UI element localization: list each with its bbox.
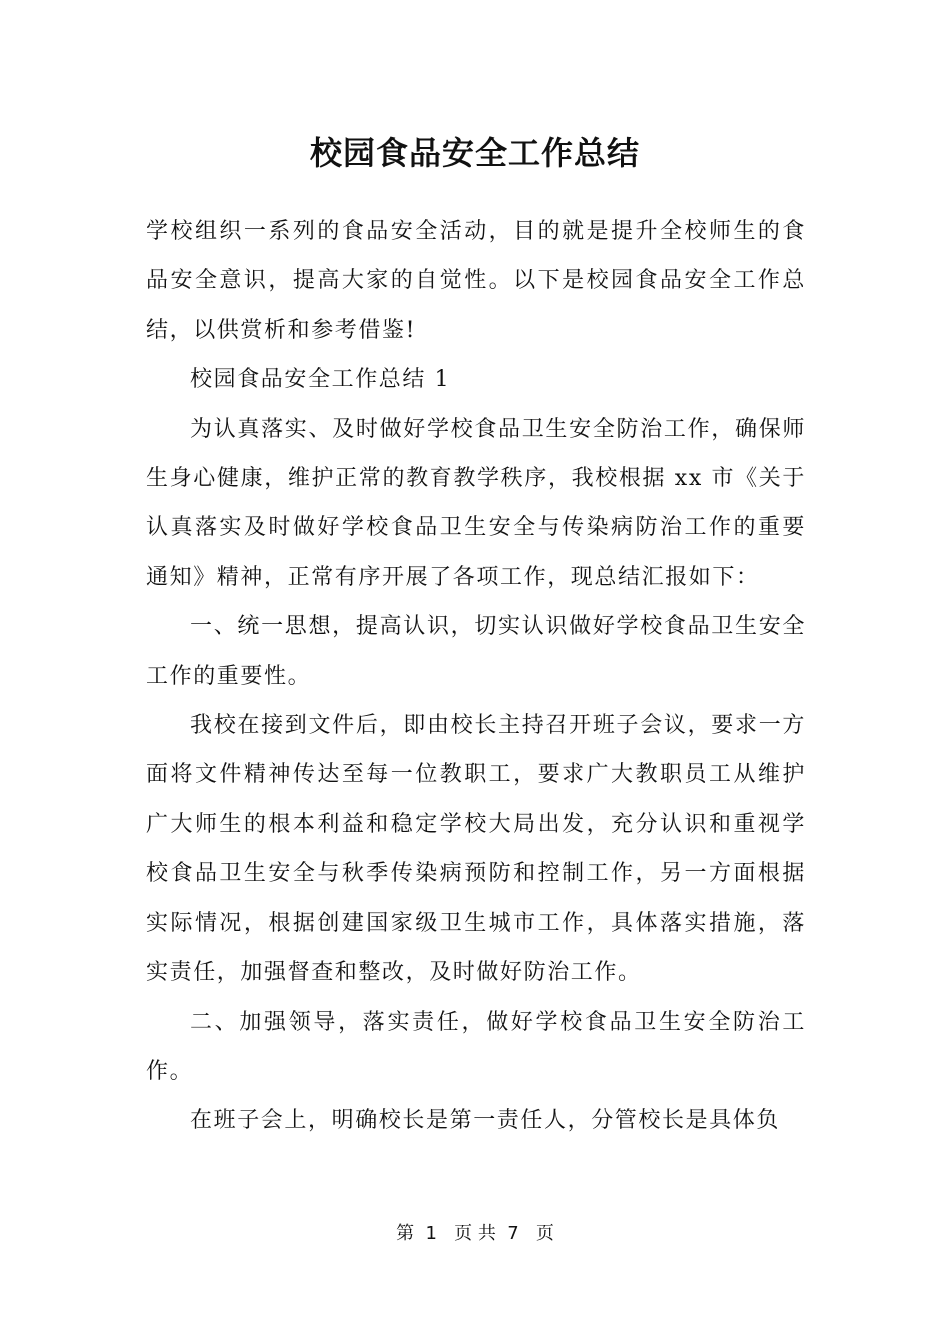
document-body bbox=[146, 207, 806, 1146]
body-paragraph: 为认真落实、及时做好学校食品卫生安全防治工作，确保师生身心健康，维护正常的教育教学秩序，我校根据 xx 市《关于认真落实及时做好学校食品卫生安全与传染病防治工作的重要通知》精神，正常有序开展了各项工作，现总结汇报如下： bbox=[146, 416, 806, 590]
section-heading: 校园食品安全工作总结 1 bbox=[190, 367, 451, 393]
page-number-footer: 第 1 页 共 7 页 bbox=[396, 1223, 554, 1244]
body-paragraph: 一、统一思想，提高认识，切实认识做好学校食品卫生安全工作的重要性。 bbox=[146, 614, 806, 689]
intro-paragraph: 学校组织一系列的食品安全活动，目的就是提升全校师生的食品安全意识，提高大家的自觉性。以下是校园食品安全工作总结，以供赏析和参考借鉴! bbox=[146, 219, 806, 343]
body-paragraph: 二、加强领导，落实责任，做好学校食品卫生安全防治工作。 bbox=[146, 1009, 806, 1084]
body-paragraph: 在班子会上，明确校长是第一责任人，分管校长是具体负 bbox=[190, 1108, 781, 1134]
document-title: 校园食品安全工作总结 bbox=[309, 134, 640, 172]
body-paragraph: 我校在接到文件后，即由校长主持召开班子会议，要求一方面将文件精神传达至每一位教职工，要求广大教职员工从维护广大师生的根本利益和稳定学校大局出发，充分认识和重视学校食品卫生安全与秋季传染病预防和控制工作，另一方面根据实际情况，根据创建国家级卫生城市工作，具体落实措施，落实责任，加强督查和整改，及时做好防治工作。 bbox=[146, 713, 806, 986]
